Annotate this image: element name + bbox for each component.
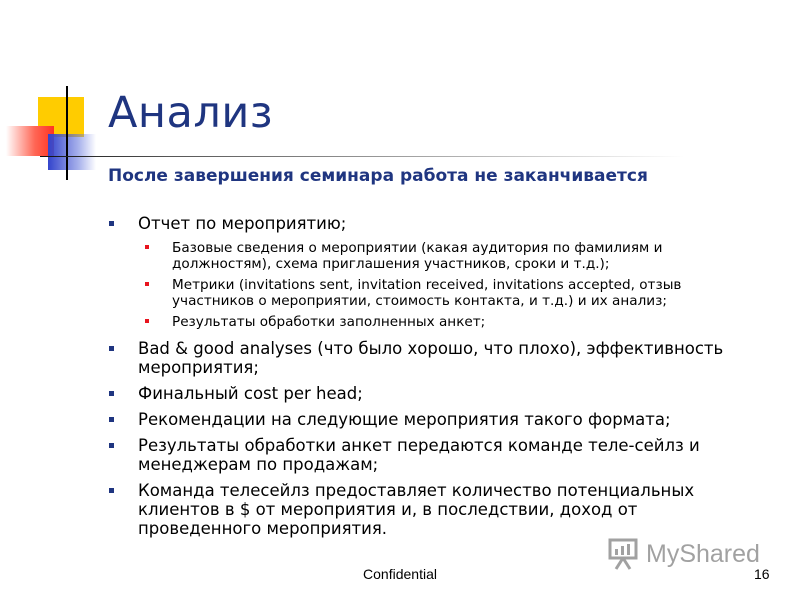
list-item-text: Финальный cost per head; [138, 384, 363, 403]
square-bullet-icon [109, 346, 114, 351]
list-item-text: Команда телесейлз предоставляет количество потенциальных клиентов в $ от мероприятия и, в последствии, доход от проведенного мероприятия. [138, 481, 695, 538]
sub-list-item [108, 240, 748, 272]
square-bullet-icon [109, 417, 114, 422]
list-item [108, 384, 748, 403]
sub-list [108, 240, 748, 330]
list-item [108, 436, 748, 474]
sub-list-item [108, 277, 748, 309]
red-square-bullet-icon [145, 319, 149, 323]
watermark-text: MyShared [646, 540, 760, 568]
list-item [108, 339, 748, 377]
sub-list-item [108, 314, 748, 330]
list-item-text: Результаты обработки анкет передаются команде теле-сейлз и менеджерам по продажам; [138, 436, 700, 474]
red-square-bullet-icon [145, 282, 149, 286]
decor-vertical-line [66, 86, 68, 180]
title-divider-line [40, 156, 684, 157]
list-item-text: Рекомендации на следующие мероприятия такого формата; [138, 410, 671, 429]
square-bullet-icon [109, 221, 114, 226]
square-bullet-icon [109, 443, 114, 448]
slide-subtitle: После завершения семинара работа не заканчивается [108, 166, 648, 186]
list-item-text: Bad & good analyses (что было хорошо, что плохо), эффективность мероприятия; [138, 339, 724, 377]
sub-list-item-text: Базовые сведения о мероприятии (какая аудитория по фамилиям и должностям), схема приглашения участников, сроки и т.д.); [172, 240, 663, 272]
list-item [108, 410, 748, 429]
square-bullet-icon [109, 488, 114, 493]
footer-confidential: Confidential [363, 566, 437, 582]
list-item [108, 481, 748, 538]
sub-list-item-text: Результаты обработки заполненных анкет; [172, 314, 486, 330]
red-square-bullet-icon [145, 245, 149, 249]
square-bullet-icon [109, 391, 114, 396]
decor-blue-square [48, 134, 96, 170]
slide-title: Анализ [108, 88, 274, 138]
decor-red-bar [6, 126, 54, 156]
bullet-list [108, 214, 748, 545]
sub-list-item-text: Метрики (invitations sent, invitation received, invitations accepted, отзыв участников о мероприятии, стоимость контакта, и т.д.) и их анализ; [172, 277, 682, 309]
page-number: 16 [754, 566, 770, 582]
list-item [108, 214, 748, 233]
list-item-text: Отчет по мероприятию; [138, 214, 347, 233]
